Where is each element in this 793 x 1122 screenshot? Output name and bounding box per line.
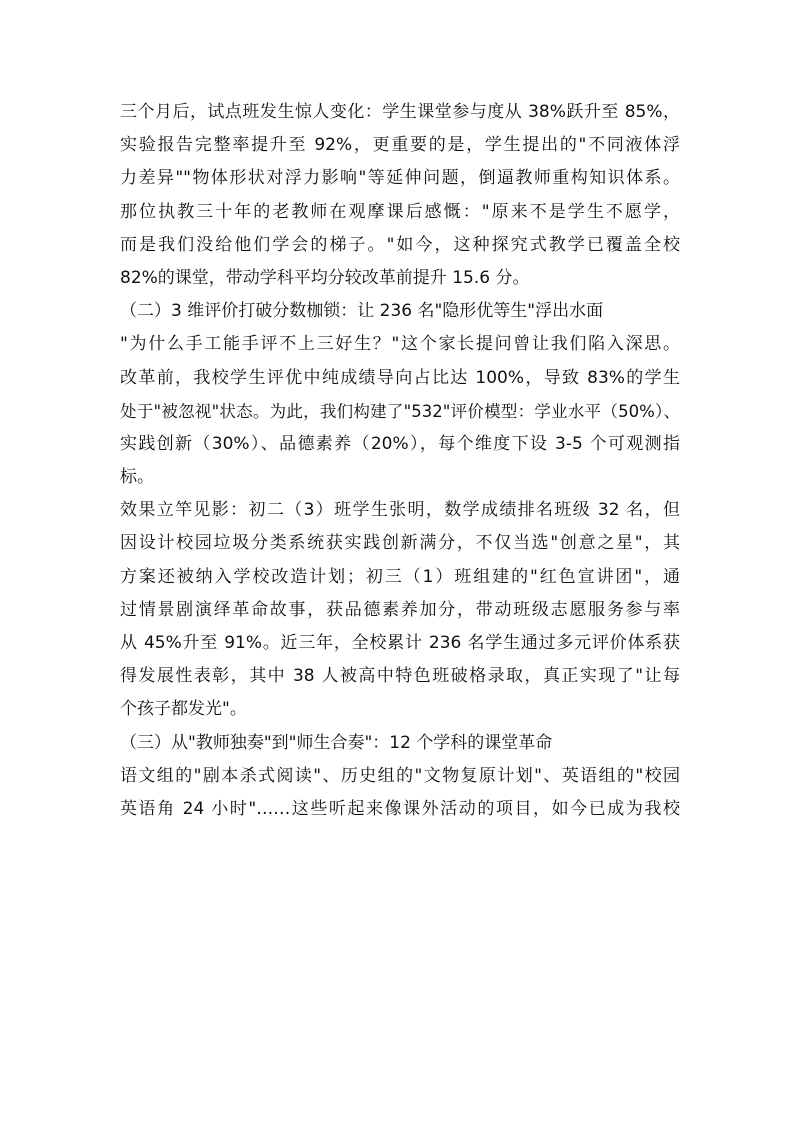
text-line: 实践创新（30%）、品德素养（20%），每个维度下设 3-5 个可观测指	[120, 433, 680, 454]
text-line: 过情景剧演绎革命故事，获品德素养加分，带动班级志愿服务参与率	[120, 599, 680, 620]
text-line: 效果立竿见影：初二（3）班学生张明，数学成绩排名班级 32 名，但	[120, 500, 680, 521]
section-heading: （二）3 维评价打破分数枷锁：让 236 名"隐形优等生"浮出水面	[120, 301, 604, 322]
document-body	[120, 96, 680, 826]
text-line: 82%的课堂，带动学科平均分较改革前提升 15.6 分。	[120, 267, 530, 288]
text-line: 实验报告完整率提升至 92%，更重要的是，学生提出的"不同液体浮	[120, 135, 680, 156]
text-line: 得发展性表彰，其中 38 人被高中特色班破格录取，真正实现了"让每	[120, 666, 680, 687]
text-line: 而是我们没给他们学会的梯子。"如今，这种探究式教学已覆盖全校	[120, 234, 680, 255]
text-line: 三个月后，试点班发生惊人变化：学生课堂参与度从 38%跃升至 85%，	[120, 102, 680, 122]
text-line: 从 45%升至 91%。近三年，全校累计 236 名学生通过多元评价体系获	[120, 633, 680, 653]
section-heading: （三）从"教师独奏"到"师生合奏"：12 个学科的课堂革命	[120, 732, 553, 753]
text-line: 语文组的"剧本杀式阅读"、历史组的"文物复原计划"、英语组的"校园	[120, 765, 680, 786]
text-line: 个孩子都发光"。	[120, 699, 247, 720]
text-line: 因设计校园垃圾分类系统获实践创新满分，不仅当选"创意之星"，其	[120, 533, 680, 554]
text-line: 那位执教三十年的老教师在观摩课后感慨："原来不是学生不愿学，	[120, 201, 680, 222]
text-line: 处于"被忽视"状态。为此，我们构建了"532"评价模型：学业水平（50%）、	[120, 401, 680, 421]
text-line: 标。	[120, 467, 154, 488]
text-line: 英语角 24 小时"……这些听起来像课外活动的项目，如今已成为我校	[120, 798, 680, 819]
text-line: 改革前，我校学生评优中纯成绩导向占比达 100%，导致 83%的学生	[120, 367, 680, 388]
text-line: 方案还被纳入学校改造计划；初三（1）班组建的"红色宣讲团"，通	[120, 566, 680, 587]
text-line: 力差异""物体形状对浮力影响"等延伸问题，倒逼教师重构知识体系。	[120, 168, 680, 189]
text-line: "为什么手工能手评不上三好生？"这个家长提问曾让我们陷入深思。	[120, 334, 680, 355]
